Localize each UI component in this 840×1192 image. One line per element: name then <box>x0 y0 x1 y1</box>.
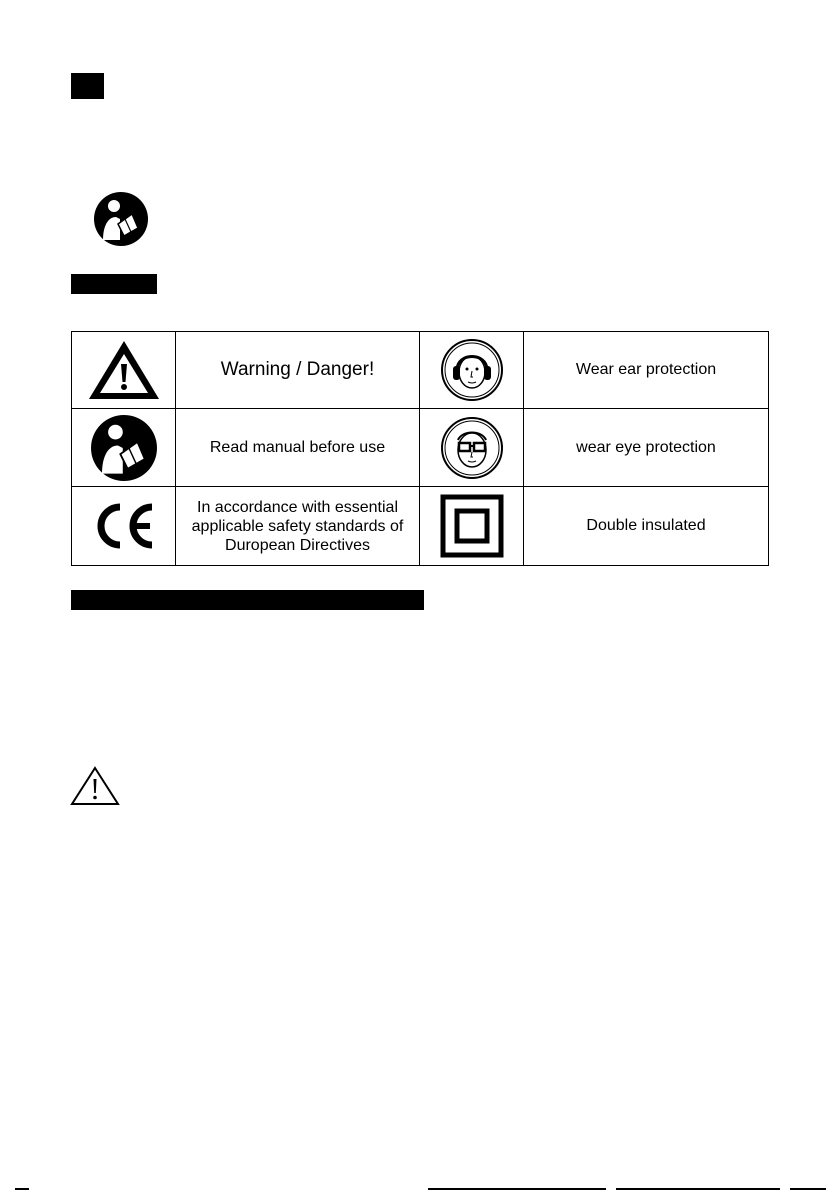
read-manual-icon <box>94 192 148 246</box>
bottom-edge-mark <box>428 1188 606 1190</box>
symbol-label: Wear ear protection <box>524 332 769 409</box>
table-row <box>72 409 769 487</box>
warning-triangle-icon <box>70 766 120 806</box>
section-header-bar <box>71 274 157 294</box>
label-line: Duropean Directives <box>225 536 370 554</box>
symbol-label: wear eye protection <box>524 409 769 487</box>
table-row <box>72 487 769 566</box>
label-line: applicable safety standards of <box>191 517 404 535</box>
read-manual-icon <box>72 409 176 487</box>
ear-protection-icon <box>420 332 524 409</box>
warning-triangle-icon <box>72 332 176 409</box>
bottom-edge-mark <box>15 1188 29 1190</box>
double-insulated-icon <box>420 487 524 566</box>
symbol-label-multiline <box>176 487 420 566</box>
symbol-label: Read manual before use <box>176 409 420 487</box>
symbol-label: Warning / Danger! <box>176 332 420 409</box>
label-line: In accordance with essential <box>197 498 398 516</box>
symbols-table <box>71 331 769 566</box>
bottom-edge-mark <box>616 1188 780 1190</box>
language-marker-block <box>71 73 104 99</box>
ce-mark-icon <box>72 487 176 566</box>
bottom-edge-mark <box>790 1188 826 1190</box>
section-header-bar <box>71 590 424 610</box>
symbol-label: Double insulated <box>524 487 769 566</box>
table-row <box>72 332 769 409</box>
eye-protection-icon <box>420 409 524 487</box>
